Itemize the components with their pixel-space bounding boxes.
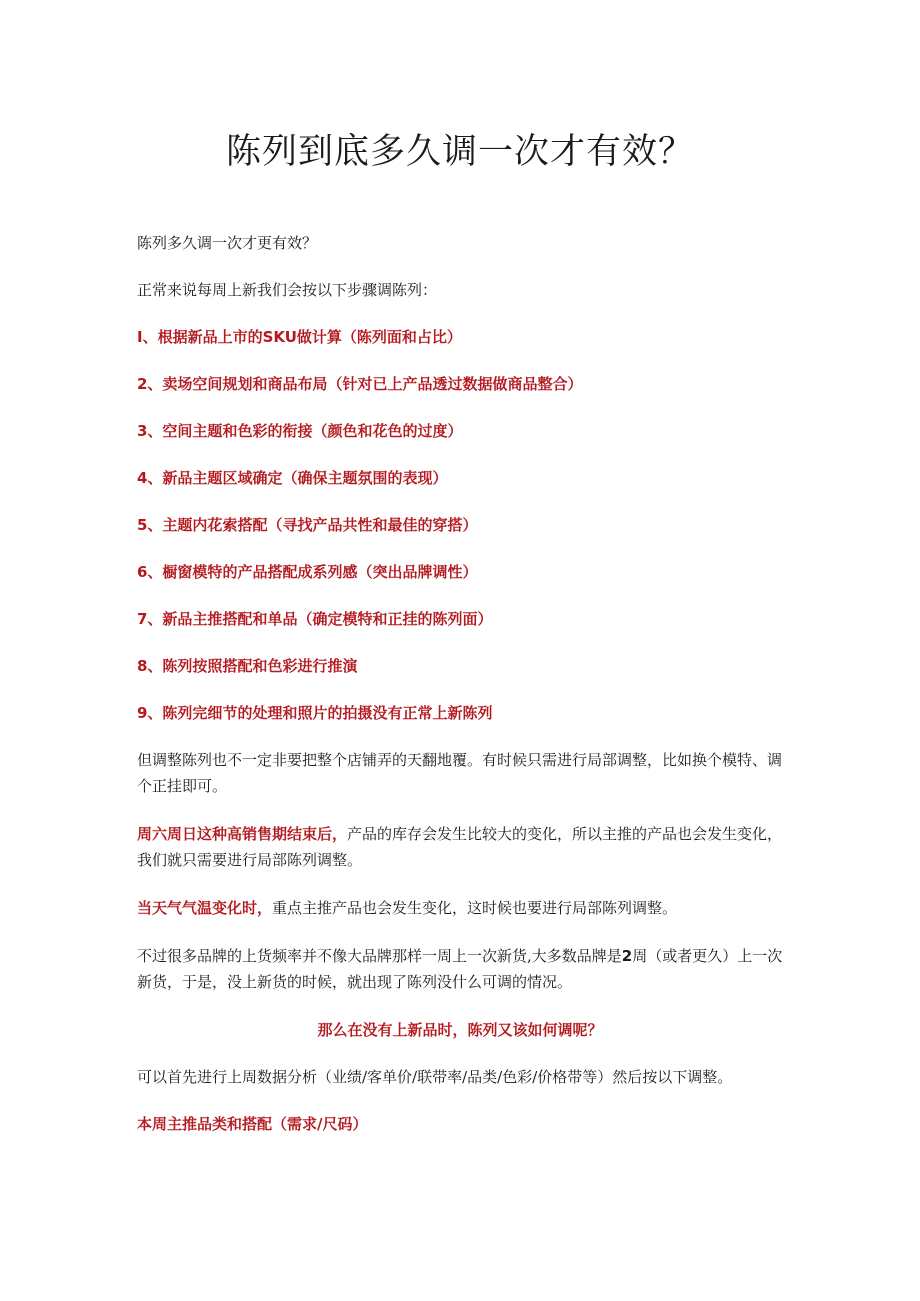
step-item-5: 5、主题内花索搭配（寻找产品共性和最佳的穿搭）: [137, 516, 478, 534]
weather-rest: 重点主推产品也会发生变化，这时候也要进行局部陈列调整。: [272, 899, 678, 917]
last-item: 本周主推品类和搭配（需求/尺码）: [137, 1115, 368, 1133]
frequency-before: 不过很多品牌的上货频率并不像大品牌那样一周上一次新货,大多数品牌是: [137, 947, 622, 965]
paragraph-weather: [137, 895, 783, 921]
step-item-6: 6、橱窗模特的产品搭配成系列感（突出品牌调性）: [137, 563, 478, 581]
document-title: 陈列到底多久调一次才有效？: [225, 132, 694, 172]
section-subheading: 那么在没有上新品时，陈列又该如何调呢？: [317, 1021, 603, 1039]
weekend-lead: 周六周日这种高销售期结束后，: [137, 825, 348, 843]
paragraph-analysis: 可以首先进行上周数据分析（业绩/客单价/联带率/品类/色彩/价格带等）然后按以下调整。: [137, 1068, 733, 1086]
frequency-number: 2: [621, 947, 633, 965]
weekend-rest: 产品的库存会发生比较大的变化，所以主推的产品也会发生变化，我们就只需要进行局部陈列调整。: [137, 825, 783, 869]
document-body: [137, 230, 783, 1137]
paragraph-weekend: [137, 821, 783, 873]
paragraph-frequency: [137, 943, 783, 995]
step-item-1: I、根据新品上市的SKU做计算（陈列面和占比）: [137, 328, 462, 346]
weather-lead: 当天气气温变化时，: [137, 899, 273, 917]
step-item-8: 8、陈列按照搭配和色彩进行推演: [137, 657, 358, 675]
step-item-3: 3、空间主题和色彩的衔接（颜色和花色的过度）: [137, 422, 463, 440]
frequency-after: 周（或者更久）上一次新货，于是，没上新货的时候，就出现了陈列没什么可调的情况。: [137, 947, 783, 991]
step-item-4: 4、新品主题区域确定（确保主题氛围的表现）: [137, 469, 448, 487]
intro-steps: 正常来说每周上新我们会按以下步骤调陈列：: [137, 281, 438, 299]
step-item-9: 9、陈列完细节的处理和照片的拍摄没有正常上新陈列: [137, 704, 493, 722]
step-item-7: 7、新品主推搭配和单品（确定模特和正挂的陈列面）: [137, 610, 493, 628]
paragraph-adjust: 但调整陈列也不一定非要把整个店铺弄的天翻地覆。有时候只需进行局部调整，比如换个模特、调个正挂即可。: [137, 751, 783, 795]
step-item-2: 2、卖场空间规划和商品布局（针对已上产品透过数据做商品整合）: [137, 375, 583, 393]
intro-question: 陈列多久调一次才更有效？: [137, 234, 318, 252]
